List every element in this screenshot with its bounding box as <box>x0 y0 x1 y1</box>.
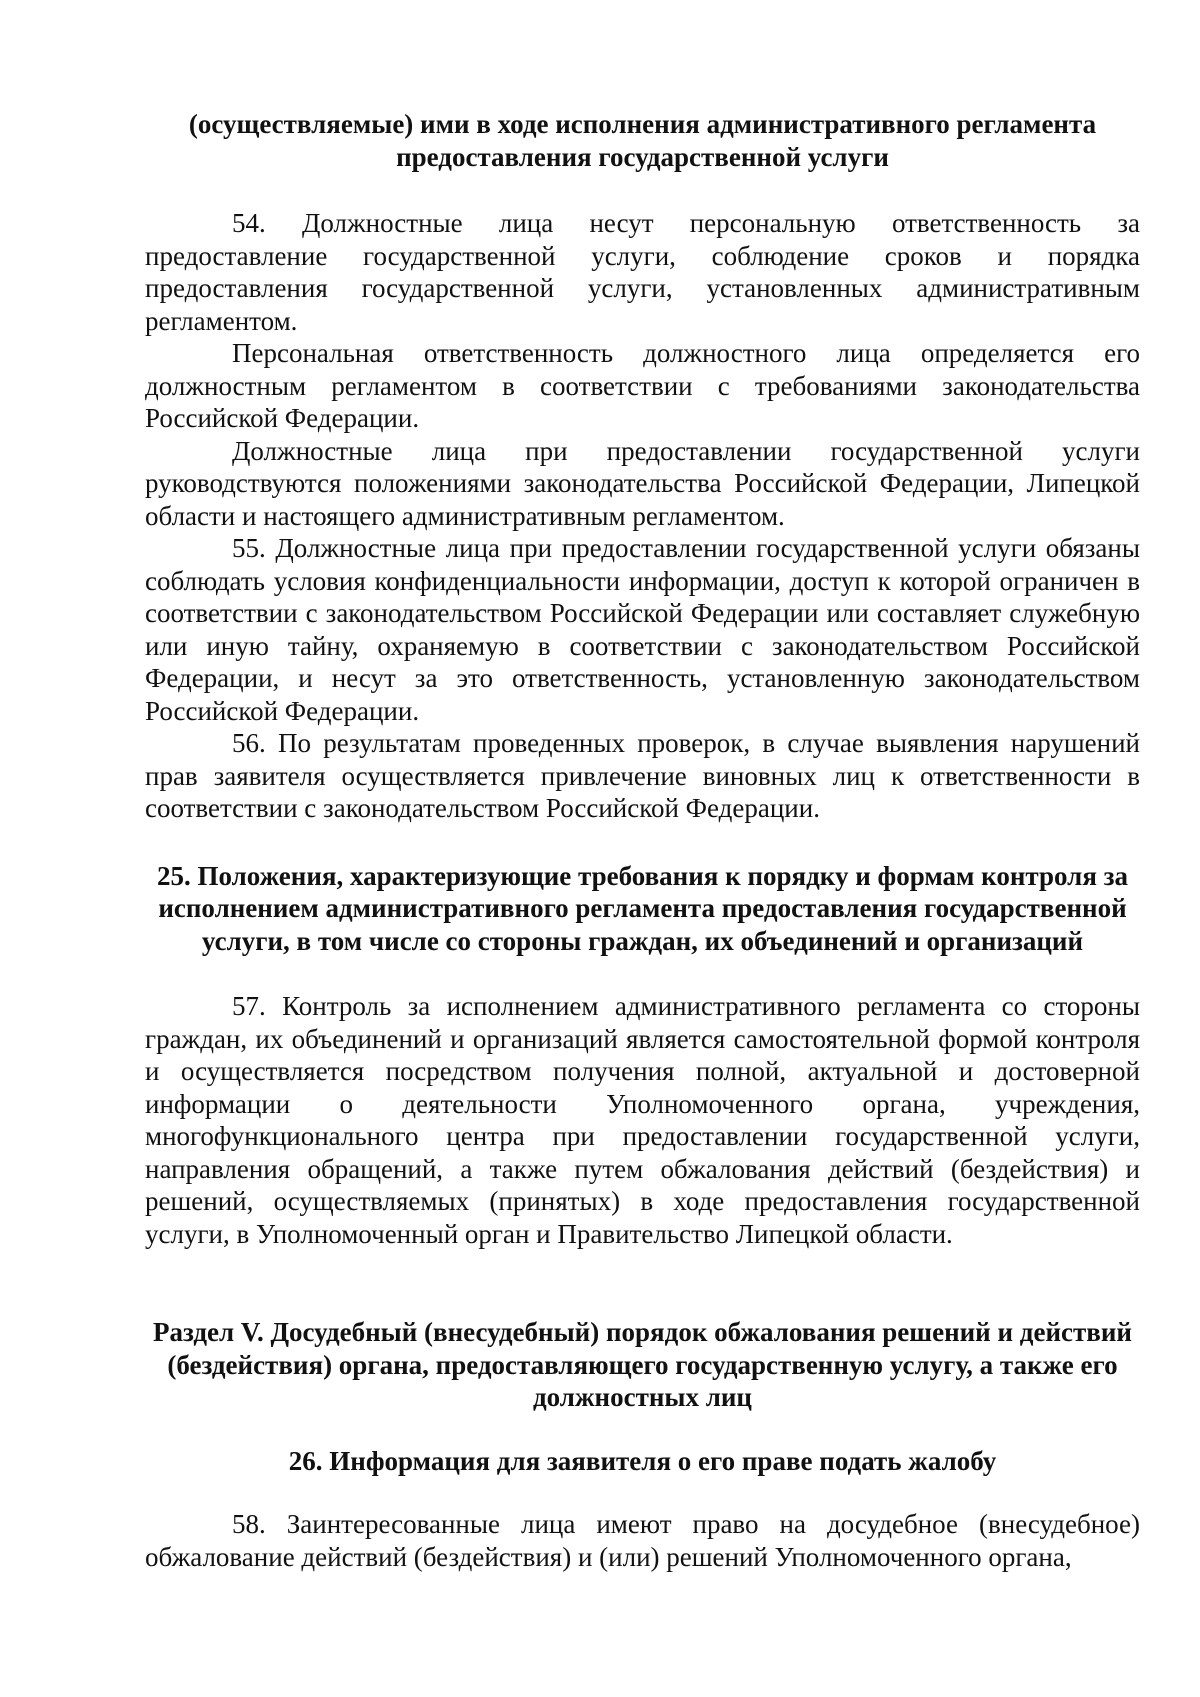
paragraph-54: 54. Должностные лица несут персональную ответственность за предоставление государственной услуги, соблюдение сроков и порядка предоставления государственной услуги, установленных административным регламентом. <box>145 208 1140 336</box>
section-heading-25: 25. Положения, характеризующие требования к порядку и формам контроля за исполнением административного регламента предоставления государственной услуги, в том числе со стороны граждан, их объединений и организаций <box>156 860 1129 956</box>
paragraph-officials-guided: Должностные лица при предоставлении государственной услуги руководствуются положениями законодательства Российской Федерации, Липецкой области и настоящего административным регламентом. <box>145 435 1140 531</box>
paragraph-56: 56. По результатам проведенных проверок, в случае выявления нарушений прав заявителя осуществляется привлечение виновных лиц к ответственности в соответствии с законодательством Российской Федерации. <box>145 728 1140 823</box>
paragraph-58: 58. Заинтересованные лица имеют право на досудебное (внесудебное) обжалование действий (бездействия) и (или) решений Уполномоченного органа, <box>145 1509 1140 1572</box>
section-heading-26: 26. Информация для заявителя о его праве подать жалобу <box>288 1445 997 1476</box>
section-heading-continued: (осуществляемые) ими в ходе исполнения административного регламента предоставления государственной услуги <box>188 109 1097 172</box>
paragraph-57: 57. Контроль за исполнением административного регламента со стороны граждан, их объединений и организаций является самостоятельной формой контроля и осуществляется посредством получения полной, актуальной и достоверной информации о деятельности Уполномоченного органа, учреждения, многофункционального центра при предоставлении государственной услуги, направления обращений, а также путем обжалования действий (бездействия) и решений, осуществляемых (принятых) в ходе предоставления государственной услуги, в Уполномоченный орган и Правительство Липецкой области. <box>145 991 1140 1249</box>
paragraph-personal-responsibility: Персональная ответственность должностного лица определяется его должностным регламентом в соответствии с требованиями законодательства Российской Федерации. <box>145 338 1140 433</box>
section-heading-part-v: Раздел V. Досудебный (внесудебный) порядок обжалования решений и действий (бездействия) органа, предоставляющего государственную услугу, а также его должностных лиц <box>153 1317 1132 1412</box>
paragraph-55: 55. Должностные лица при предоставлении государственной услуги обязаны соблюдать условия конфиденциальности информации, доступ к которой ограничен в соответствии с законодательством Российской Федерации или составляет служебную или иную тайну, охраняемую в соответствии с законодательством Российской Федерации, и несут за это ответственность, установленную законодательством Российской Федерации. <box>145 533 1140 726</box>
